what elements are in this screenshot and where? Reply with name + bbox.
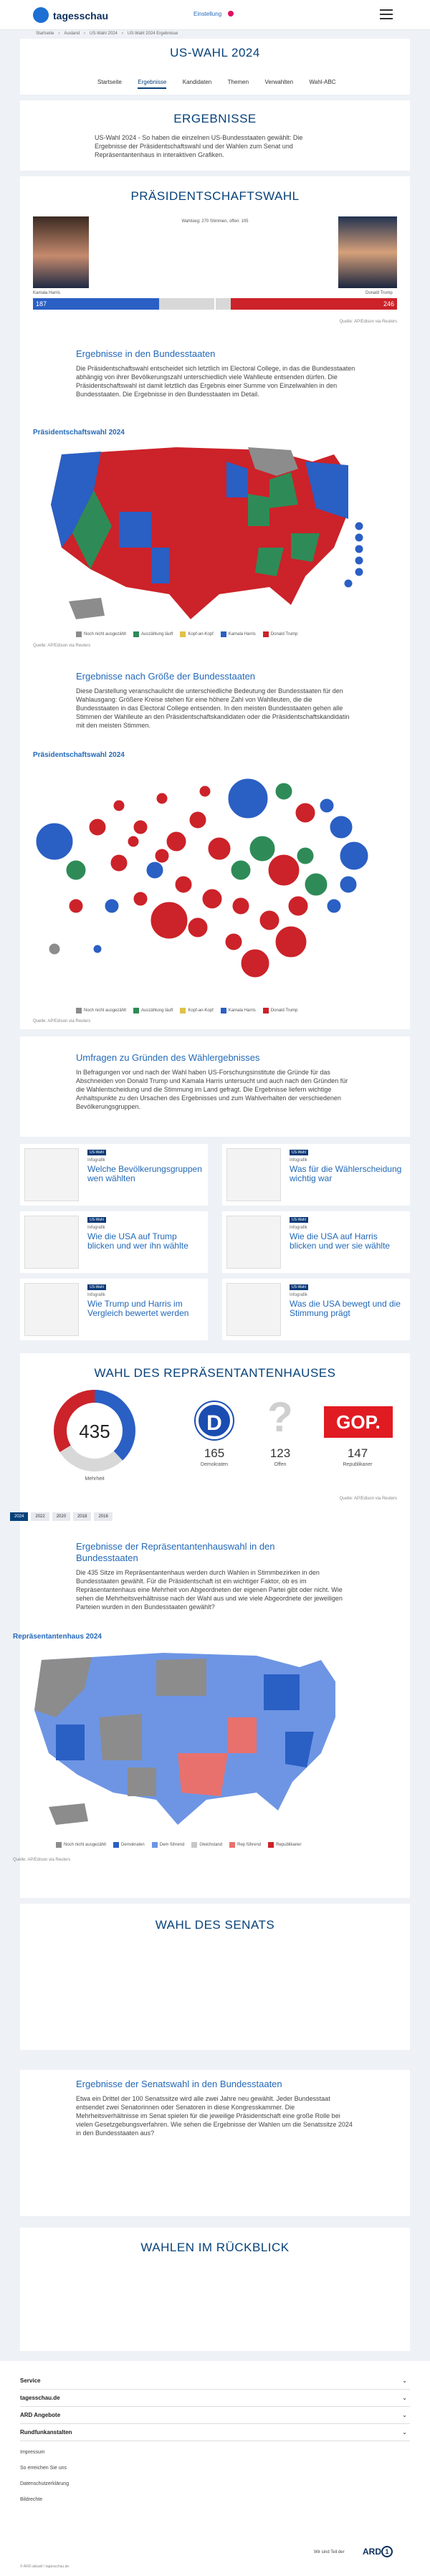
state-bubble[interactable] (166, 831, 186, 851)
footer-row-label: Service (20, 2377, 41, 2384)
state-bubble[interactable] (297, 847, 314, 864)
page-title: US-WAHL 2024 (170, 46, 260, 59)
legend-item: Auszählung läuft (141, 1008, 173, 1013)
review-title: WAHLEN IM RÜCKBLICK (140, 2241, 290, 2254)
map-title: Präsidentschaftswahl 2024 (33, 429, 125, 437)
tile-thumbnail (226, 1283, 281, 1336)
tile-badge: US-Wahl (290, 1217, 308, 1223)
state-bubble[interactable] (259, 910, 280, 930)
legend-item: Donald Trump (270, 632, 298, 636)
nav-tab[interactable]: Kandidaten (182, 79, 212, 85)
footer-row[interactable] (20, 2372, 410, 2390)
state-bubble[interactable] (208, 837, 231, 860)
state-bubble[interactable] (327, 899, 341, 913)
majority-marker (214, 296, 216, 312)
breadcrumb-item[interactable]: Startseite (36, 32, 54, 36)
footer-row-label: Rundfunkanstalten (20, 2429, 72, 2436)
tile-badge: US-Wahl (290, 1284, 308, 1290)
state-circles (344, 522, 363, 588)
einstellung-link[interactable]: Einstellung (194, 11, 222, 17)
president-state-map[interactable] (33, 440, 370, 626)
house-total: 435 (79, 1421, 110, 1442)
state-bubble[interactable] (189, 811, 206, 829)
map-source: Quelle: AP/Edison via Reuters (33, 644, 91, 648)
tile-kind: Infografik (290, 1158, 307, 1163)
survey-tile[interactable] (222, 1144, 410, 1206)
state-bubble[interactable] (340, 876, 357, 893)
survey-tile[interactable] (222, 1279, 410, 1340)
bubble-legend (76, 1008, 297, 1013)
house-map-title: Repräsentantenhaus 2024 (13, 1633, 102, 1641)
harris-name: Kamala Harris (33, 291, 61, 295)
tile-title[interactable]: Wie die USA auf Trump blicken und wer ihn wählte (87, 1231, 188, 1251)
state-bubble[interactable] (231, 860, 251, 880)
nav-tab[interactable]: Startseite (97, 79, 122, 85)
tile-thumbnail (24, 1283, 79, 1336)
tile-title[interactable]: Wie die USA auf Harris blicken und wer sie wählte (290, 1231, 391, 1251)
state-bubble[interactable] (110, 854, 128, 872)
legend-item: Noch nicht ausgezählt (84, 632, 127, 636)
tile-kind: Infografik (87, 1293, 105, 1297)
state-bubble[interactable] (225, 933, 242, 950)
state-bubble[interactable] (155, 849, 169, 863)
chevron-down-icon: ⌄ (402, 2429, 407, 2436)
state-bubble[interactable] (241, 949, 269, 978)
survey-tile[interactable] (20, 1279, 208, 1340)
tile-kind: Infografik (290, 1226, 307, 1230)
tile-thumbnail (226, 1216, 281, 1269)
tile-kind: Infografik (87, 1226, 105, 1230)
dem-logo: D (196, 1402, 233, 1439)
dem-label: Demokraten (200, 1462, 229, 1467)
bubble-map-title: Präsidentschaftswahl 2024 (33, 751, 125, 759)
intro-card (20, 100, 410, 171)
review-card (20, 2228, 410, 2351)
breadcrumb: Startseite › Ausland › US-Wahl 2024 › US-Wahl 2024 Ergebnisse (36, 32, 178, 36)
state-bubble[interactable] (175, 876, 192, 893)
open-count: 123 (269, 1446, 291, 1460)
map-legend (76, 631, 297, 637)
state-bubble[interactable] (128, 836, 139, 847)
tile-badge: US-Wahl (87, 1150, 106, 1155)
trump-bar (231, 298, 397, 310)
trump-photo (338, 216, 397, 288)
state-bubble[interactable] (133, 892, 148, 906)
size-text: Diese Darstellung veranschaulicht die unterschiedliche Bedeutung der Bundesstaaten für den Wahlausgang: Größere Kreise stehen für eine höhere Zahl von Wahlleuten, die die Bundesstaaten in das Electoral College entsenden. In den meisten Bundesstaaten gehen alle Stimmen der Wahlleute an den Präsidentschaftskandidaten oder die Präsidentschaftskandidatin mit den meisten Stimmen. (76, 687, 350, 729)
survey-tile[interactable] (20, 1144, 208, 1206)
state-bubble[interactable] (113, 800, 125, 811)
house-title: WAHL DES REPRÄSENTANTENHAUSES (94, 1366, 336, 1380)
footer-row-label: tagesschau.de (20, 2395, 60, 2401)
section-nav (97, 75, 349, 87)
tile-kind: Infografik (290, 1293, 307, 1297)
legend-item: Kamala Harris (228, 1008, 256, 1013)
tile-thumbnail (24, 1216, 79, 1269)
surveys-card (20, 1036, 410, 1137)
intro-text: US-Wahl 2024 - So haben die einzelnen US-Bundesstaaten gewählt: Die Ergebnisse der Präsidentschaftswahl und der Wahlen zum Senat und Repräsentantenhaus in interaktiven Grafiken. (95, 134, 303, 158)
senate-title: WAHL DES SENATS (155, 1918, 275, 1932)
house-legend (56, 1842, 302, 1848)
legend-item: Dem führend (159, 1843, 185, 1847)
state-bubble[interactable] (275, 926, 307, 958)
menu-icon[interactable] (380, 9, 393, 19)
title-card (20, 39, 410, 95)
state-bubble[interactable] (150, 902, 188, 939)
house-source: Quelle: AP/Edison via Reuters (339, 1497, 397, 1501)
trump-name: Donald Trump (366, 291, 393, 295)
legend-item: Kopf-an-Kopf (188, 1008, 214, 1013)
year-tab[interactable]: 2020 (52, 1512, 70, 1521)
notification-dot (228, 11, 234, 16)
harris-bar (33, 298, 159, 310)
survey-tile[interactable] (222, 1211, 410, 1273)
senate-title-card (20, 1904, 410, 2050)
year-tab[interactable]: 2022 (31, 1512, 49, 1521)
states-heading: Ergebnisse in den Bundesstaaten (76, 348, 216, 359)
nav-tab[interactable]: Themen (227, 79, 249, 85)
electoral-bar (33, 298, 397, 310)
state-bubble[interactable] (36, 823, 73, 860)
state-bubble[interactable] (133, 820, 148, 834)
house-heading: Ergebnisse der Repräsentantenhauswahl in den Bundesstaaten (76, 1541, 275, 1563)
legend-item: Rep führend (237, 1843, 262, 1847)
footer-link[interactable]: So erreichen Sie uns (20, 2466, 67, 2471)
footer-row[interactable] (20, 2390, 410, 2407)
nav-tab[interactable]: Wahl-ABC (309, 79, 336, 85)
state-bubble[interactable] (330, 816, 353, 839)
tile-thumbnail (24, 1148, 79, 1201)
footer-link[interactable]: Bildrechte (20, 2497, 43, 2502)
state-bubble[interactable] (93, 945, 102, 953)
breadcrumb-item: US-Wahl 2024 Ergebnisse (127, 32, 178, 36)
logo-text[interactable]: tagesschau (53, 10, 109, 22)
needed-votes: Wahlsieg: 270 Stimmen, offen: 105 (181, 219, 249, 224)
state-bubble[interactable] (305, 873, 328, 896)
rep-count: 147 (347, 1446, 368, 1460)
survey-tile[interactable] (20, 1211, 208, 1273)
house-text: Die 435 Sitze im Repräsentantenhaus werden durch Wahlen in Stimmbezirken in den Bundesstaaten gewählt. Für die Präsidentschaft ist ein wichtiger Faktor, ob es im Repräsentantenhaus eine Mehrheit von Abgeordneten der eigenen Partei gibt oder nicht. Wie sehen die Mehrheitsverhältnisse nach der Wahl aus und wie viele Abgeordnete der jeweiligen Parteien wurden in den Bundesstaaten gewählt? (76, 1569, 343, 1611)
tile-title[interactable]: Welche Bevölkerungsgruppen wen wählten (87, 1164, 202, 1183)
state-bubble[interactable] (69, 899, 83, 913)
tile-title[interactable]: Was die USA bewegt und die Stimmung prägt (290, 1299, 401, 1318)
state-bubble[interactable] (188, 917, 208, 938)
gop-logo: GOP. (324, 1406, 393, 1438)
ard-logo-mark: 1 (381, 2546, 393, 2557)
bubble-source: Quelle: AP/Edison via Reuters (33, 1019, 91, 1024)
chevron-down-icon: ⌄ (402, 2412, 407, 2418)
senate-heading: Ergebnisse der Senatswahl in den Bundesstaaten (76, 2079, 282, 2089)
state-bubble[interactable] (228, 778, 268, 819)
state-bubble[interactable] (199, 786, 211, 797)
tile-title[interactable]: Wie Trump und Harris im Vergleich bewertet werden (87, 1299, 189, 1318)
president-title: PRÄSIDENTSCHAFTSWAHL (130, 189, 300, 203)
chevron-down-icon: ⌄ (402, 2395, 407, 2401)
surveys-heading: Umfragen zu Gründen des Wählergebnisses (76, 1052, 260, 1063)
state-bubble[interactable] (275, 783, 292, 800)
legend-item: Noch nicht ausgezählt (84, 1008, 127, 1013)
tile-kind: Infografik (87, 1158, 105, 1163)
breadcrumb-item[interactable]: Ausland (64, 32, 80, 36)
tile-thumbnail (226, 1148, 281, 1201)
president-bubble-map[interactable] (33, 763, 370, 999)
house-district-map[interactable] (13, 1646, 378, 1839)
legend-item: Kopf-an-Kopf (188, 632, 214, 636)
legend-item: Noch nicht ausgezählt (64, 1843, 107, 1847)
state-bubble[interactable] (202, 889, 222, 909)
open-label: Offen (274, 1462, 287, 1467)
footer-row[interactable] (20, 2407, 410, 2424)
footer-link[interactable]: Datenschutzerklärung (20, 2481, 70, 2486)
legend-item: Demokraten (121, 1843, 145, 1847)
legend-item: Gleichstand (199, 1843, 223, 1847)
state-bubble[interactable] (295, 803, 315, 823)
state-bubble[interactable] (232, 897, 249, 915)
senate-text: Etwa ein Drittel der 100 Senatssitze wird alle zwei Jahre neu gewählt. Jeder Bundesstaat entsendet zwei Senatorinnen oder Senatoren in diese Kongresskammer. Die Mehrheitsverhältnisse im Senat spielen für die jeweilige Präsidentschaft eine große Rolle bei vielen Gesetzgebungsverfahren. Wie sehen die Ergebnisse der Wahlen um die Senatssitze 2024 in den Bundesstaaten aus? (76, 2095, 353, 2137)
state-bubble[interactable] (288, 896, 308, 916)
dem-count: 165 (204, 1446, 225, 1460)
ard-text: Wir sind Teil der (314, 2550, 345, 2554)
tile-badge: US-Wahl (290, 1150, 308, 1155)
footer-link[interactable]: Impressum (20, 2450, 45, 2455)
year-tab[interactable]: 2016 (94, 1512, 112, 1521)
breadcrumb-item[interactable]: US-Wahl 2024 (90, 32, 118, 36)
site-header (0, 0, 430, 30)
year-tab-active[interactable]: 2024 (10, 1512, 28, 1521)
trump-votes: 246 (383, 300, 394, 307)
size-heading: Ergebnisse nach Größe der Bundesstaaten (76, 671, 256, 682)
state-bubble[interactable] (268, 854, 300, 886)
footer-row-label: ARD Angebote (20, 2412, 61, 2418)
nav-tab-active[interactable]: Ergebnisse (138, 79, 166, 89)
legend-item: Donald Trump (270, 1008, 298, 1013)
year-tabs (10, 1512, 113, 1521)
house-center-label: Mehrheit (85, 1477, 105, 1482)
president-card (20, 176, 410, 1029)
state-bubble[interactable] (89, 819, 106, 836)
open-question-icon: ? (267, 1394, 293, 1441)
nav-tab[interactable]: Verwahlten (264, 79, 294, 85)
legend-item: Kamala Harris (228, 632, 256, 636)
footer-row[interactable] (20, 2424, 410, 2441)
surveys-text: In Befragungen vor und nach der Wahl haben US-Forschungsinstitute die Gründe für das Abschneiden von Donald Trump und Kamala Harris untersucht und auch nach den Gründen für die Wahlentscheidung und die Stimmung im Land gefragt. Die Ergebnisse liefern wichtige Anhaltspunkte zu den Ursachen des Ergebnisses und zum Wahlverhalten der verschiedenen Bevölkerungsgruppen. (76, 1069, 348, 1110)
state-bubble[interactable] (340, 841, 368, 870)
tile-title[interactable]: Was für die Wählerscheidung wichtig war (290, 1164, 402, 1183)
harris-votes: 187 (36, 300, 47, 307)
tile-badge: US-Wahl (87, 1217, 106, 1223)
tile-badge: US-Wahl (87, 1284, 106, 1290)
house-card (13, 1353, 410, 1898)
president-source: Quelle: AP/Edison via Reuters (339, 320, 397, 324)
state-bubble[interactable] (105, 899, 119, 913)
tagesschau-logo[interactable] (33, 7, 49, 23)
state-bubble[interactable] (49, 943, 60, 955)
state-bubble[interactable] (156, 793, 168, 804)
state-bubble[interactable] (66, 860, 86, 880)
copyright: © ARD-aktuell / tagesschau.de (20, 2565, 70, 2569)
intro-title: ERGEBNISSE (173, 112, 257, 125)
legend-item: Auszählung läuft (141, 632, 173, 636)
harris-photo (33, 216, 89, 288)
rep-label: Republikaner (343, 1462, 373, 1467)
ard-logo[interactable]: ARD (363, 2547, 381, 2557)
state-bubble[interactable] (249, 836, 275, 862)
legend-item: Republikaner (276, 1843, 302, 1847)
house-map-source: Quelle: AP/Edison via Reuters (13, 1858, 71, 1862)
state-bubble[interactable] (146, 862, 163, 879)
chevron-down-icon: ⌄ (402, 2377, 407, 2384)
year-tab[interactable]: 2018 (73, 1512, 91, 1521)
states-text: Die Präsidentschaftswahl entscheidet sich letztlich im Electoral College, in das die Bundesstaaten abhängig von ihrer Bevölkerungszahl unterschiedlich viele Wahlleute entsenden dürfen. Die Präsidentschaftswahl ist damit letztlich das Ergebnis einer Summe von Einzelwahlen in den Bundesstaaten. Die Ergebnisse in den Bundesstaaten im Detail. (76, 365, 355, 398)
state-bubble[interactable] (320, 798, 334, 813)
senate-card (20, 2070, 410, 2216)
